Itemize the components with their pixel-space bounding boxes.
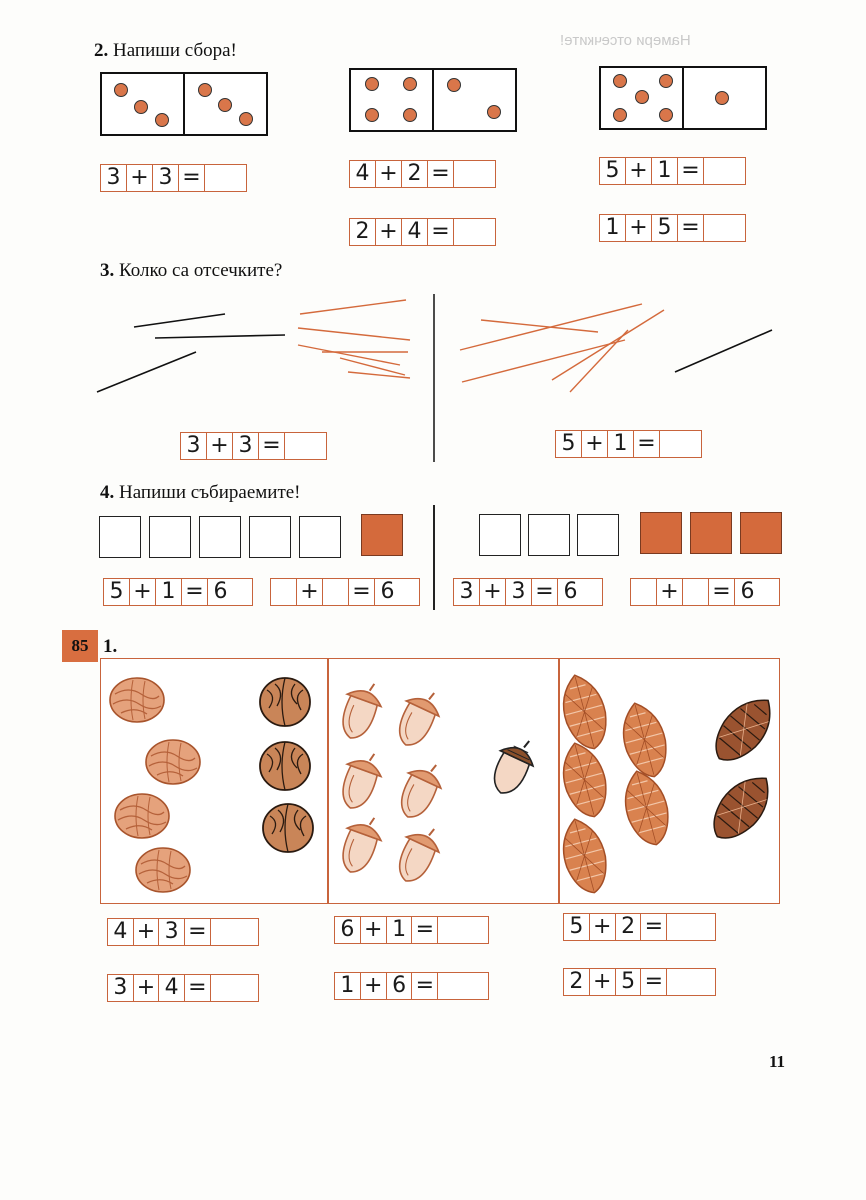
- pinecone-icon: [555, 670, 676, 898]
- page-number: 11: [769, 1052, 786, 1071]
- segment-orange: [300, 300, 406, 314]
- empty-square: [199, 516, 241, 558]
- pinecone-dark-icon: [702, 687, 780, 849]
- segment-orange: [298, 345, 400, 365]
- answer-cell[interactable]: [438, 917, 488, 943]
- exercise-number: 4.: [100, 482, 115, 503]
- equation-row[interactable]: [270, 578, 420, 606]
- eq-cell: 6: [563, 579, 578, 604]
- eq-cell: =: [185, 975, 211, 1001]
- eq-cell: 4: [108, 919, 134, 945]
- filled-square: [361, 514, 403, 556]
- eq-cell: +: [134, 975, 160, 1001]
- answer-cell[interactable]: [271, 579, 297, 605]
- eq-cell: +: [207, 433, 233, 459]
- eq-cell: 3: [159, 919, 185, 945]
- equation-row[interactable]: [107, 918, 259, 946]
- eq-cell: 4: [402, 219, 428, 245]
- segment-black: [675, 330, 772, 372]
- answer-cell[interactable]: [667, 914, 715, 940]
- eq-cell: +: [376, 219, 402, 245]
- segment-orange: [552, 310, 664, 380]
- answer-cell[interactable]: [667, 969, 715, 995]
- equation-row[interactable]: [100, 164, 247, 192]
- eq-cell: 3: [181, 433, 207, 459]
- empty-square: [149, 516, 191, 558]
- answer-cell[interactable]: [438, 973, 488, 999]
- eq-cell: =: [259, 433, 285, 459]
- eq-cell: =: [412, 973, 438, 999]
- equation-row[interactable]: [103, 578, 253, 606]
- segment-black: [155, 335, 285, 338]
- eq-cell: 3: [506, 579, 532, 605]
- eq-cell: 1: [387, 917, 413, 943]
- eq-cell: +: [376, 161, 402, 187]
- exercise-3-heading: [100, 260, 282, 282]
- eq-cell: =: [634, 431, 660, 457]
- eq-cell: +: [127, 165, 153, 191]
- walnut-dark-icon: [260, 678, 313, 852]
- equation-row[interactable]: [107, 974, 259, 1002]
- divider-line: [433, 505, 435, 610]
- lesson-badge: 85: [62, 630, 98, 662]
- eq-cell: 3: [101, 165, 127, 191]
- answer-cell[interactable]: [631, 579, 657, 605]
- empty-square: [479, 514, 521, 556]
- eq-cell: +: [626, 158, 652, 184]
- answer-cell[interactable]: [211, 919, 258, 945]
- eq-cell: =: [678, 158, 704, 184]
- bleed-through-text: Намери отсечките!: [560, 32, 691, 49]
- eq-cell: 1: [652, 158, 678, 184]
- equation-row[interactable]: [453, 578, 603, 606]
- domino-3-3: [100, 72, 268, 136]
- exercise-2-heading: [94, 40, 237, 62]
- exercise-4-heading: [100, 482, 301, 504]
- eq-cell: =: [678, 215, 704, 241]
- eq-cell: +: [297, 579, 323, 605]
- eq-cell: 2: [564, 969, 590, 995]
- eq-cell: +: [130, 579, 156, 605]
- equation-row[interactable]: [555, 430, 702, 458]
- acorn-dark-icon: [484, 732, 542, 801]
- empty-square: [528, 514, 570, 556]
- eq-cell: =: [349, 579, 375, 605]
- answer-cell[interactable]: [205, 165, 230, 191]
- answer-cell[interactable]: [323, 579, 349, 605]
- eq-cell: 1: [156, 579, 182, 605]
- empty-square: [577, 514, 619, 556]
- answer-cell[interactable]: [704, 158, 729, 184]
- eq-cell: 2: [616, 914, 642, 940]
- answer-cell[interactable]: [211, 975, 258, 1001]
- eq-cell: =: [428, 219, 454, 245]
- exercise-title: Напиши събираемите!: [119, 482, 301, 503]
- eq-cell: =: [412, 917, 438, 943]
- equation-row[interactable]: [180, 432, 327, 460]
- eq-cell: 2: [402, 161, 428, 187]
- equation-row[interactable]: [349, 160, 496, 188]
- eq-cell: 1: [608, 431, 634, 457]
- exercise-title: Напиши сбора!: [113, 40, 237, 61]
- answer-cell[interactable]: [454, 219, 479, 245]
- eq-cell: 4: [350, 161, 376, 187]
- segment-orange: [298, 328, 410, 340]
- eq-cell: +: [590, 969, 616, 995]
- equation-row[interactable]: [563, 913, 716, 941]
- eq-cell: 5: [616, 969, 642, 995]
- answer-cell[interactable]: [285, 433, 310, 459]
- eq-cell: =: [641, 914, 667, 940]
- filled-square: [690, 512, 732, 554]
- eq-cell: +: [480, 579, 506, 605]
- eq-cell: 6: [335, 917, 361, 943]
- eq-cell: +: [361, 917, 387, 943]
- segment-orange: [348, 372, 410, 378]
- eq-cell: 5: [556, 431, 582, 457]
- walnut-icon: [110, 678, 200, 892]
- segment-black: [134, 314, 225, 327]
- eq-cell: +: [361, 973, 387, 999]
- empty-square: [299, 516, 341, 558]
- segments-illustration: [0, 290, 866, 470]
- equation-row[interactable]: [334, 972, 489, 1000]
- segment-orange: [462, 340, 625, 382]
- acorn-icon: [333, 676, 448, 888]
- equation-row[interactable]: [349, 218, 496, 246]
- eq-cell: 4: [159, 975, 185, 1001]
- answer-cell[interactable]: [704, 215, 729, 241]
- eq-cell: 1: [600, 215, 626, 241]
- eq-cell: 3: [108, 975, 134, 1001]
- eq-cell: 1: [335, 973, 361, 999]
- empty-square: [249, 516, 291, 558]
- nature-items-illustration: [100, 658, 780, 904]
- equation-row[interactable]: [563, 968, 716, 996]
- eq-cell: +: [134, 919, 160, 945]
- eq-cell: =: [179, 165, 205, 191]
- eq-cell: =: [641, 969, 667, 995]
- eq-cell: 6: [387, 973, 413, 999]
- answer-cell[interactable]: [454, 161, 479, 187]
- eq-cell: 6: [213, 579, 228, 604]
- equation-row[interactable]: [599, 157, 746, 185]
- eq-cell: +: [590, 914, 616, 940]
- answer-cell[interactable]: [683, 579, 709, 605]
- eq-cell: +: [626, 215, 652, 241]
- segment-orange: [570, 330, 628, 392]
- eq-cell: 2: [350, 219, 376, 245]
- filled-square: [640, 512, 682, 554]
- equation-row[interactable]: [334, 916, 489, 944]
- eq-cell: 6: [380, 579, 395, 604]
- eq-cell: =: [185, 919, 211, 945]
- filled-square: [740, 512, 782, 554]
- eq-cell: 5: [600, 158, 626, 184]
- eq-cell: =: [709, 579, 735, 605]
- exercise-1-number: 1.: [103, 636, 118, 657]
- exercise-title: Колко са отсечките?: [119, 260, 283, 281]
- eq-cell: 3: [153, 165, 179, 191]
- eq-cell: 5: [564, 914, 590, 940]
- eq-cell: 6: [740, 579, 755, 604]
- answer-cell[interactable]: [660, 431, 685, 457]
- eq-cell: 5: [104, 579, 130, 605]
- eq-cell: +: [582, 431, 608, 457]
- eq-cell: =: [428, 161, 454, 187]
- equation-row[interactable]: [599, 214, 746, 242]
- eq-cell: =: [532, 579, 558, 605]
- eq-cell: 5: [652, 215, 678, 241]
- eq-cell: +: [657, 579, 683, 605]
- empty-square: [99, 516, 141, 558]
- segment-black: [97, 352, 196, 392]
- domino-5-1: [599, 66, 767, 130]
- equation-row[interactable]: [630, 578, 780, 606]
- domino-4-2: [349, 68, 517, 132]
- eq-cell: =: [182, 579, 208, 605]
- exercise-number: 3.: [100, 260, 115, 281]
- exercise-number: 2.: [94, 40, 109, 61]
- eq-cell: 3: [454, 579, 480, 605]
- eq-cell: 3: [233, 433, 259, 459]
